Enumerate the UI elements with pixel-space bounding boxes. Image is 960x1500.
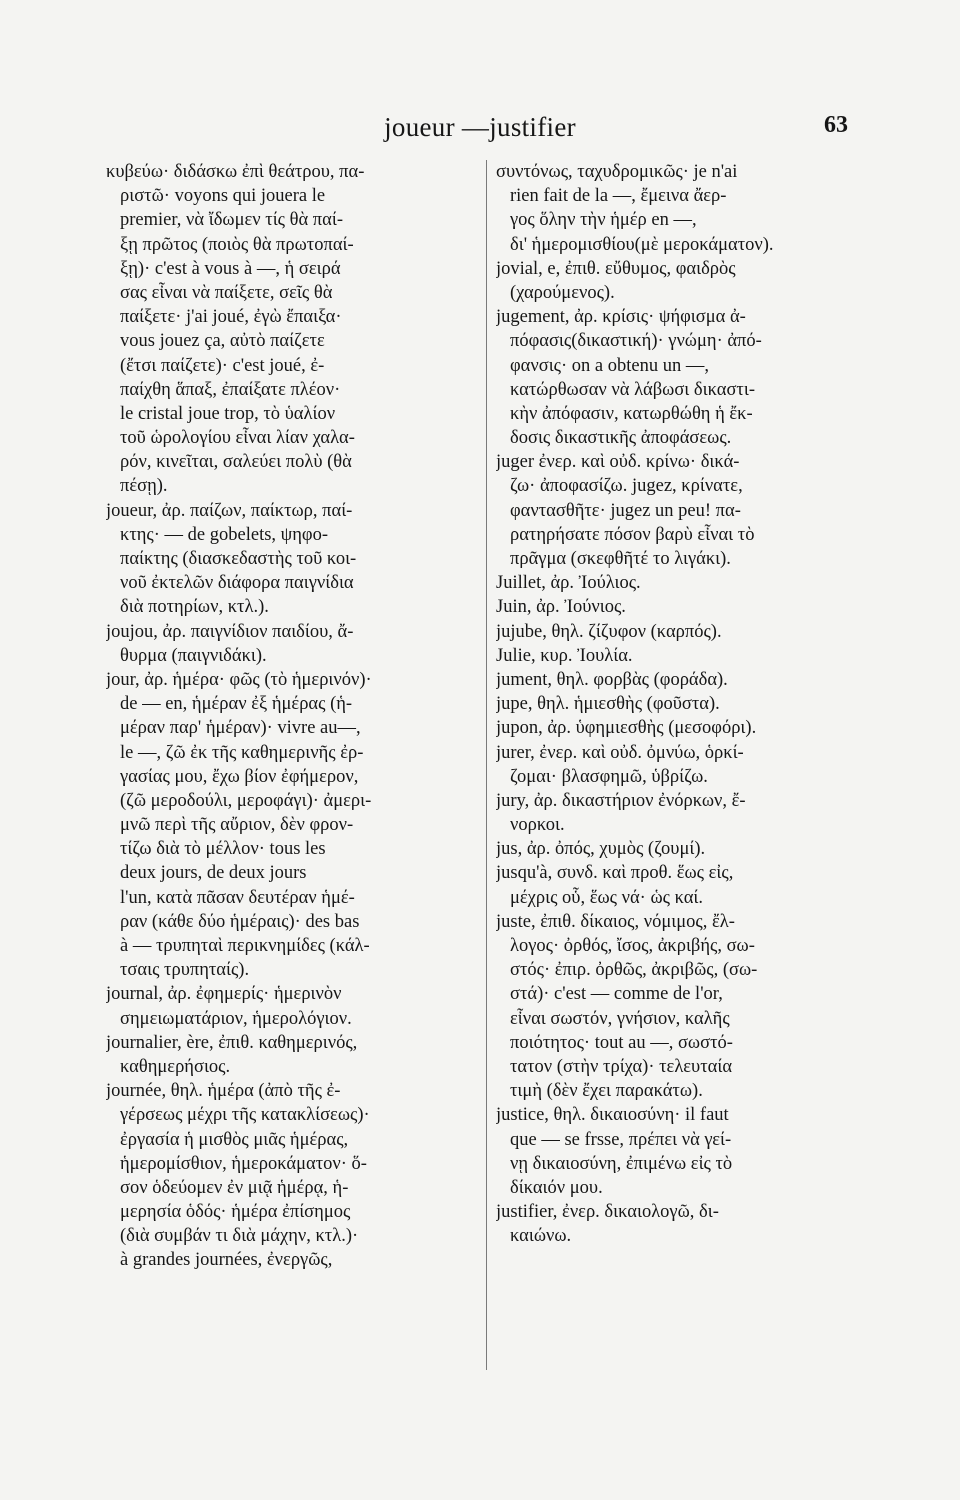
- entry-continuation-line: (ζῶ μεροδούλι, μεροφάγι)· ἀμερι-: [120, 790, 372, 811]
- entry-continuation-line: νῃ δικαιοσύνη, ἐπιμένω εἰς τὸ: [510, 1153, 733, 1174]
- entry-continuation-line: τιμὴ (δὲν ἔχει παρακάτω).: [510, 1081, 703, 1102]
- entry-continuation-line: γασίας μου, ἔχω βίον ἐφήμερον,: [120, 766, 359, 787]
- header-title: joueur —justifier: [384, 112, 576, 142]
- entry-headword-line: joujou, ἀρ. παιγνίδιον παιδίου, ἄ-: [106, 621, 354, 642]
- entry-continuation-line: ξῃ πρῶτος (ποιὸς θὰ πρωτοπαί-: [120, 234, 354, 255]
- entry-continuation-line: φανσις· on a obtenu un —,: [510, 355, 709, 376]
- entry-continuation-line: (ἔτσι παίζετε)· c'est joué, ἐ-: [120, 355, 325, 376]
- page-number: 63: [824, 112, 848, 138]
- entry-continuation-line: κτης· — de gobelets, ψηφο-: [120, 524, 328, 545]
- entry-continuation-line: μερησία ὁδός· ἡμέρα ἐπίσημος: [120, 1202, 351, 1223]
- entry-continuation-line: l'un, κατὰ πᾶσαν δευτέραν ἡμέ-: [120, 887, 355, 908]
- entry-continuation-line: καιώνω.: [510, 1226, 572, 1247]
- entry-headword-line: jusqu'à, συνδ. καὶ προθ. ἕως εἰς,: [496, 863, 734, 884]
- entry-continuation-line: ἡμερομίσθιον, ἡμεροκάματον· ὅ-: [120, 1153, 367, 1174]
- entry-continuation-line: μέχρις οὗ, ἕως νά· ὡς καί.: [510, 887, 704, 908]
- entry-continuation-line: à — τρυπηταὶ περικνημίδες (κάλ-: [120, 936, 370, 956]
- entry-headword-line: jury, ἀρ. δικαστήριον ἐνόρκων, ἔ-: [496, 790, 746, 811]
- entry-continuation-line: deux jours, de deux jours: [120, 863, 307, 884]
- entry-continuation-line: ζω· ἀποφασίζω. jugez, κρίνατε,: [510, 476, 743, 497]
- entry-headword-line: joueur, ἀρ. παίζων, παίκτωρ, παί-: [106, 500, 353, 521]
- entry-continuation-line: τοῦ ὡρολογίου εἶναι λίαν χαλα-: [120, 428, 355, 449]
- entry-continuation-line: que — se frsse, πρέπει νὰ γεί-: [510, 1129, 732, 1150]
- entry-continuation-line: παίξετε· j'ai joué, ἐγὼ ἔπαιξα·: [120, 307, 342, 328]
- entry-continuation-line: à grandes journées, ἐνεργῶς,: [120, 1250, 333, 1271]
- entry-continuation-line: (χαρούμενος).: [510, 282, 615, 303]
- entry-continuation-line: κὴν ἀπόφασιν, κατωρθώθη ἡ ἔκ-: [510, 403, 753, 424]
- entry-continuation-line: le cristal joue trop, τὸ ὑαλίον: [120, 403, 336, 424]
- entry-continuation-line: ριστῶ· voyons qui jouera le: [120, 186, 326, 207]
- entry-headword-line: Juillet, ἀρ. Ἰούλιος.: [496, 573, 641, 594]
- entry-headword-line: Julie, κυρ. Ἰουλία.: [496, 645, 633, 666]
- entry-headword-line: justice, θηλ. δικαιοσύνη· il faut: [496, 1105, 729, 1126]
- entry-continuation-line: νορκοι.: [510, 815, 565, 836]
- entry-headword-line: jour, ἀρ. ἡμέρα· φῶς (τὸ ἡμερινόν)·: [106, 669, 372, 690]
- entry-headword-line: συντόνως, ταχυδρομικῶς· je n'ai: [496, 162, 738, 182]
- entry-continuation-line: φαντασθῆτε· jugez un peu! πα-: [510, 500, 741, 521]
- entry-headword-line: jupon, ἀρ. ὑφημιεσθὴς (μεσοφόρι).: [496, 718, 757, 739]
- entry-continuation-line: (διὰ συμβάν τι διὰ μάχην, κτλ.)·: [120, 1226, 359, 1247]
- entry-headword-line: journalier, ère, ἐπιθ. καθημερινός,: [106, 1032, 358, 1053]
- entry-continuation-line: vous jouez ça, αὐτὸ παίζετε: [120, 331, 325, 352]
- entry-continuation-line: πόφασις(δικαστική)· γνώμη· ἀπό-: [510, 331, 762, 352]
- entry-headword-line: journée, θηλ. ἡμέρα (ἀπὸ τῆς ἐ-: [106, 1081, 341, 1102]
- entry-headword-line: jupe, θηλ. ἡμιεσθὴς (φοῦστα).: [496, 694, 720, 715]
- entry-continuation-line: θυρμα (παιγνιδάκι).: [120, 645, 267, 666]
- entry-continuation-line: ρατηρήσατε πόσον βαρὺ εἶναι τὸ: [510, 524, 755, 545]
- entry-continuation-line: δι' ἡμερομισθίου(μὲ μεροκάματον).: [510, 234, 774, 255]
- entry-headword-line: juste, ἐπιθ. δίκαιος, νόμιμος, ἔλ-: [496, 911, 735, 932]
- entry-continuation-line: νοῦ ἐκτελῶν διάφορα παιγνίδια: [120, 573, 354, 594]
- entry-continuation-line: ζομαι· βλασφημῶ, ὑβρίζω.: [510, 766, 708, 787]
- column-divider: [486, 160, 487, 1370]
- entry-headword-line: justifier, ἐνερ. δικαιολογῶ, δι-: [496, 1202, 719, 1223]
- entry-continuation-line: μνῶ περὶ τῆς αὔριον, δὲν φρον-: [120, 815, 354, 836]
- entry-continuation-line: κατώρθωσαν νὰ λάβωσι δικαστι-: [510, 379, 755, 400]
- entry-continuation-line: παίχθη ἅπαξ, ἐπαίξατε πλέον·: [120, 379, 341, 400]
- entry-headword-line: jurer, ἐνερ. καὶ οὐδ. ὀμνύω, ὁρκί-: [496, 742, 744, 763]
- entry-headword-line: Juin, ἀρ. Ἰούνιος.: [496, 597, 626, 618]
- entry-continuation-line: παίκτης (διασκεδαστὴς τοῦ κοι-: [120, 549, 357, 569]
- entry-continuation-line: διὰ ποτηρίων, κτλ.).: [120, 597, 269, 618]
- entry-continuation-line: πέσῃ).: [120, 476, 168, 497]
- entry-continuation-line: μέραν παρ' ἡμέραν)· vivre au—,: [120, 718, 361, 739]
- entry-headword-line: jugement, ἀρ. κρίσις· ψήφισμα ἀ-: [496, 307, 746, 328]
- left-column: [106, 160, 486, 1273]
- entry-headword-line: jument, θηλ. φορβὰς (φοράδα).: [496, 669, 728, 690]
- entry-headword-line: juger ἐνερ. καὶ οὐδ. κρίνω· δικά-: [496, 452, 740, 473]
- entry-headword-line: jovial, e, ἐπιθ. εὔθυμος, φαιδρὸς: [496, 258, 736, 279]
- entry-continuation-line: εἶναι σωστόν, γνήσιον, καλῆς: [510, 1008, 730, 1029]
- entry-continuation-line: σημειωματάριον, ἡμερολόγιον.: [120, 1008, 352, 1029]
- entry-continuation-line: rien fait de la —, ἔμεινα ἄερ-: [510, 186, 727, 207]
- entry-continuation-line: de — en, ἡμέραν ἐξ ἡμέρας (ἡ-: [120, 694, 353, 715]
- entry-continuation-line: γος ὅλην τὴν ἡμέρ en —,: [510, 210, 697, 231]
- entry-continuation-line: λογος· ὀρθός, ἴσος, ἀκριβής, σω-: [510, 936, 755, 956]
- entry-continuation-line: ποιότητος· tout au —, σωστό-: [510, 1032, 733, 1053]
- entry-continuation-line: premier, νὰ ἴδωμεν τίς θὰ παί-: [120, 210, 343, 231]
- entry-continuation-line: στός· ἐπιρ. ὀρθῶς, ἀκριβῶς, (σω-: [510, 960, 758, 981]
- entry-continuation-line: τατον (στὴν τρίχα)· τελευταία: [510, 1056, 733, 1077]
- entry-headword-line: κυβεύω· διδάσκω ἐπὶ θεάτρου, πα-: [106, 162, 365, 182]
- entry-continuation-line: ρόν, κινεῖται, σαλεύει πολὺ (θὰ: [120, 452, 352, 473]
- entry-continuation-line: γέρσεως μέχρι τῆς κατακλίσεως)·: [120, 1105, 370, 1126]
- entry-continuation-line: σας εἶναι νὰ παίξετε, σεῖς θὰ: [120, 282, 333, 303]
- entry-continuation-line: σον ὁδεύομεν ἐν μιᾷ ἡμέρᾳ, ἡ-: [120, 1177, 349, 1198]
- right-column: [496, 160, 876, 1248]
- entry-headword-line: jujube, θηλ. ζίζυφον (καρπός).: [496, 621, 722, 642]
- entry-continuation-line: le —, ζῶ ἐκ τῆς καθημερινῆς ἐρ-: [120, 742, 364, 763]
- running-header: [0, 112, 960, 148]
- entry-continuation-line: τσαις τρυπηταίς).: [120, 960, 250, 981]
- entry-continuation-line: καθημερήσιος.: [120, 1056, 231, 1077]
- entry-continuation-line: δίκαιόν μου.: [510, 1177, 603, 1198]
- entry-continuation-line: ραν (κάθε δύο ἡμέραις)· des bas: [120, 911, 360, 932]
- entry-continuation-line: στά)· c'est — comme de l'or,: [510, 984, 723, 1005]
- entry-continuation-line: πρᾶγμα (σκεφθῆτέ το λιγάκι).: [510, 549, 731, 569]
- entry-continuation-line: ξῃ)· c'est à vous à —, ἡ σειρά: [120, 258, 341, 279]
- entry-continuation-line: ἐργασία ἡ μισθὸς μιᾶς ἡμέρας,: [120, 1129, 349, 1150]
- entry-continuation-line: δοσις δικαστικῆς ἀποφάσεως.: [510, 428, 732, 449]
- entry-continuation-line: τίζω διὰ τὸ μέλλον· tous les: [120, 839, 326, 860]
- entry-headword-line: jus, ἀρ. ὀπός, χυμὸς (ζουμί).: [496, 839, 706, 860]
- entry-headword-line: journal, ἀρ. ἐφημερίς· ἡμερινὸν: [106, 984, 342, 1005]
